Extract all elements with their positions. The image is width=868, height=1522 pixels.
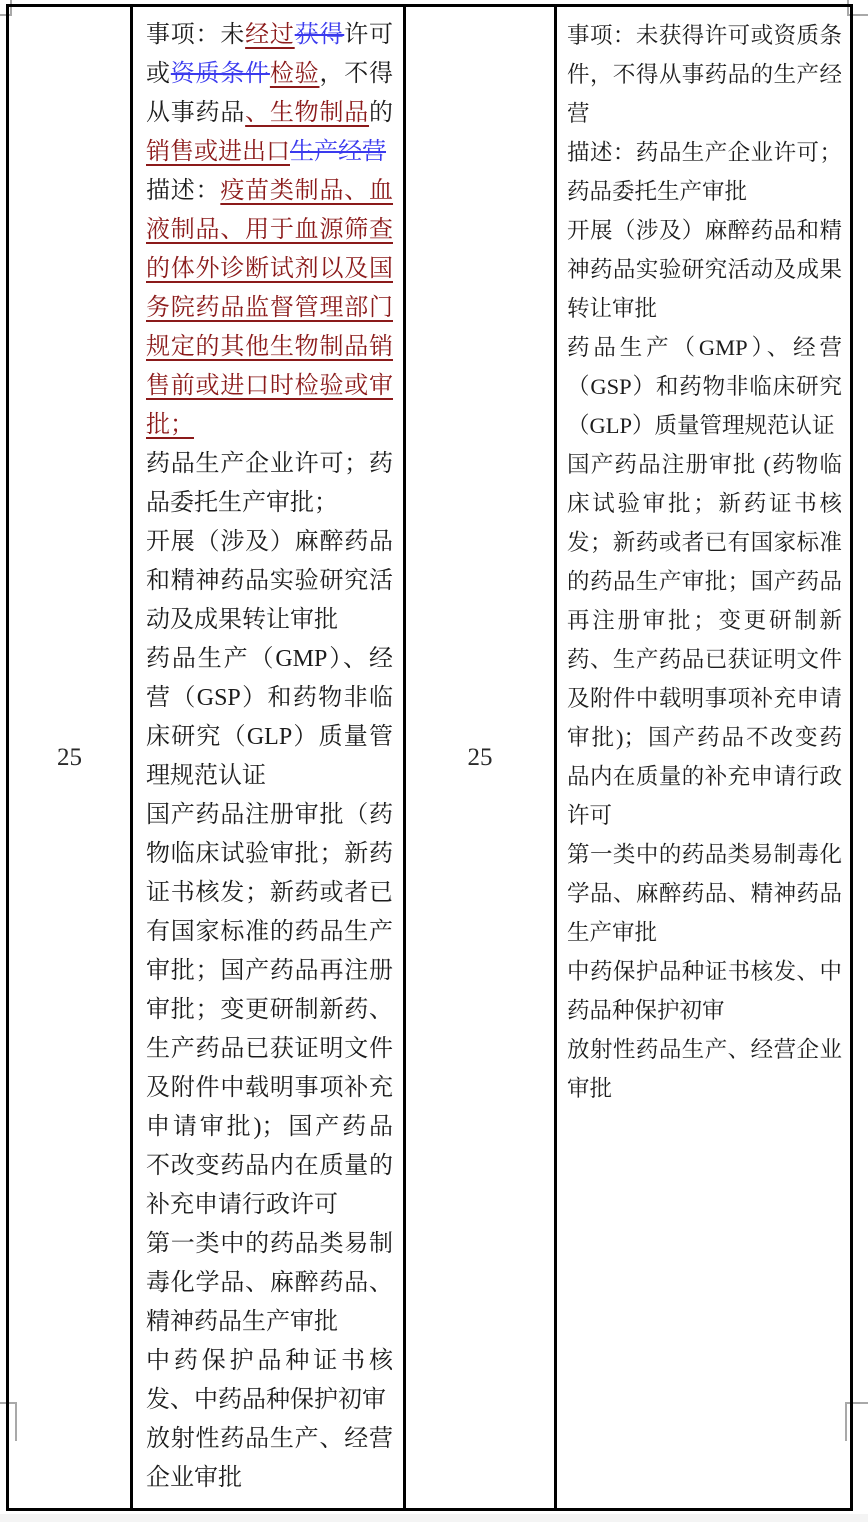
text-run: 开展（涉及）麻醉药品和精神药品实验研究活动及成果转让审批 <box>146 529 393 633</box>
text-run: 放射性药品生产、经营企业审批 <box>146 1426 393 1491</box>
deleted-text: 资质条件 <box>170 61 270 87</box>
paragraph <box>567 16 842 133</box>
new-row-number: 25 <box>467 743 493 771</box>
paragraph <box>567 328 842 445</box>
inserted-text: 经过 <box>245 22 295 48</box>
deleted-text: 生产经营 <box>290 139 386 165</box>
old-row-number: 25 <box>57 743 82 771</box>
text-run: 事项：未获得许可或资质条件，不得从事药品的生产经营 <box>567 23 842 126</box>
text-run: 描述：药品生产企业许可；药品委托生产审批 <box>567 140 842 204</box>
text-run: 中药保护品种证书核发、中药品种保护初审 <box>146 1348 393 1413</box>
text-run: 开展（涉及）麻醉药品和精神药品实验研究活动及成果转让审批 <box>567 218 842 321</box>
text-run: 许可或 <box>146 22 394 87</box>
paragraph <box>567 1030 842 1108</box>
paragraph <box>567 445 842 835</box>
paragraph <box>146 796 393 1225</box>
text-run: 药品生产（GMP）、经营（GSP）和药物非临床研究（GLP）质量管理规范认证 <box>146 646 393 789</box>
paragraph <box>146 172 393 445</box>
paragraph <box>146 640 393 796</box>
inserted-text: 疫苗类制品、血液制品、用于血源筛查的体外诊断试剂以及国务院药品监督管理部门规定的其他生物制品销售前或进口时检验或审批； <box>146 178 394 438</box>
inserted-text: 、生物制品 <box>245 100 370 126</box>
text-run: 描述： <box>146 178 221 204</box>
text-run: 放射性药品生产、经营企业审批 <box>567 1037 842 1101</box>
text-run: 国产药品注册审批 (药物临床试验审批；新药证书核发；新药或者已有国家标准的药品生产审批；国产药品再注册审批；变更研制新药、生产药品已获证明文件及附件中载明事项补充申请审批)；国产药品不改变药品内在质量的补充申请行政许可 <box>567 452 842 828</box>
old-version-text-cell <box>130 7 403 1508</box>
paragraph <box>146 1342 393 1420</box>
page-bottom-edge <box>0 1514 868 1522</box>
paragraph <box>146 1420 393 1498</box>
text-run: ，不得从事药品 <box>146 61 394 126</box>
paragraph <box>567 133 842 211</box>
paragraph <box>146 445 393 523</box>
old-version-row-number-cell <box>9 7 130 1508</box>
inserted-text: 销售或进出口 <box>146 139 290 165</box>
paragraph <box>146 523 393 640</box>
deleted-text: 获得 <box>294 22 345 48</box>
paragraph <box>146 1225 393 1342</box>
paragraph <box>567 211 842 328</box>
text-run: 中药保护品种证书核发、中药品种保护初审 <box>567 959 842 1023</box>
inserted-text: 检验 <box>269 61 320 87</box>
paragraph <box>146 16 393 172</box>
text-run: 药品生产（GMP）、经营（GSP）和药物非临床研究（GLP）质量管理规范认证 <box>567 335 842 438</box>
text-run: 第一类中的药品类易制毒化学品、麻醉药品、精神药品生产审批 <box>146 1231 393 1335</box>
text-run: 药品生产企业许可；药品委托生产审批； <box>146 451 393 516</box>
text-run: 国产药品注册审批（药物临床试验审批；新药证书核发；新药或者已有国家标准的药品生产审批；国产药品再注册审批；变更研制新药、生产药品已获证明文件及附件中载明事项补充申请审批)；国产药品不改变药品内在质量的补充申请行政许可 <box>146 802 393 1218</box>
comparison-table <box>6 4 853 1511</box>
text-run: 事项：未 <box>146 22 246 48</box>
new-version-row-number-cell <box>403 7 554 1508</box>
text-run: 第一类中的药品类易制毒化学品、麻醉药品、精神药品生产审批 <box>567 842 842 945</box>
paragraph <box>567 835 842 952</box>
new-version-text-cell <box>554 7 850 1508</box>
text-run: 的 <box>369 100 394 126</box>
paragraph <box>567 952 842 1030</box>
